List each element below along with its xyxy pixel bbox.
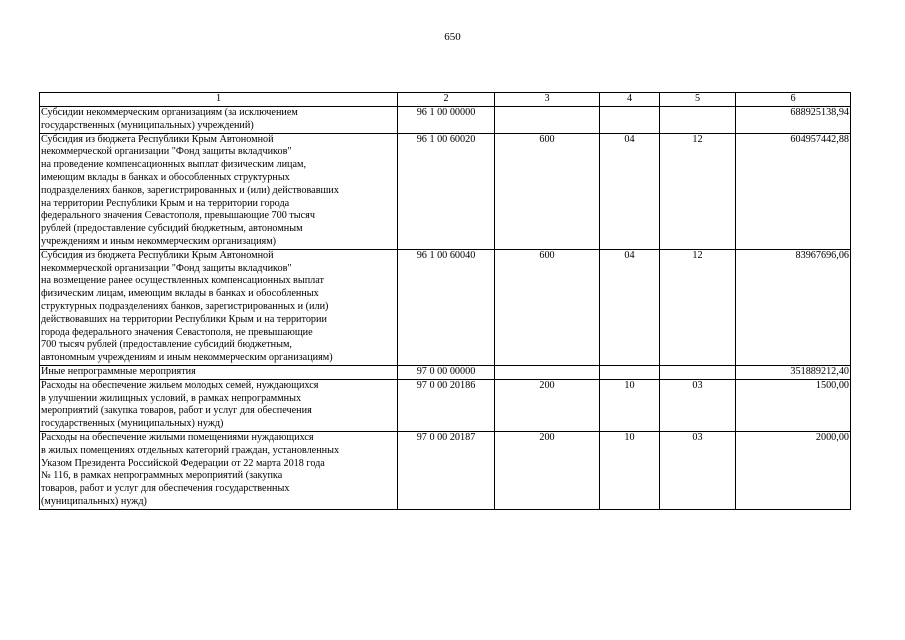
expense-name-line: Субсидия из бюджета Республики Крым Автономной (41, 133, 274, 145)
expense-name-cell (40, 379, 398, 431)
table-body (40, 107, 851, 510)
expense-name-line: в жилых помещениях отдельных категорий граждан, установленных (41, 444, 340, 456)
table-row (40, 431, 851, 509)
expense-name-line: Субсидии некоммерческим организациям (за исключением (41, 107, 298, 118)
expense-type-code (495, 365, 600, 379)
expense-name-cell (40, 249, 398, 365)
expense-name-line: действовавших на территории Республики Крым и на территории (41, 313, 327, 325)
target-article-code: 96 1 00 00000 (398, 107, 495, 134)
expense-type-code: 600 (495, 133, 600, 249)
expense-type-code: 200 (495, 431, 600, 509)
expense-type-code: 200 (495, 379, 600, 431)
expense-name-line: товаров, работ и услуг для обеспечения государственных (41, 483, 290, 495)
expense-name-line: мероприятий (закупка товаров, работ и услуг для обеспечения (41, 405, 312, 417)
expense-name-line: Расходы на обеспечение жилыми помещениями нуждающихся (41, 431, 314, 443)
target-article-code: 97 0 00 00000 (398, 365, 495, 379)
subsection-code (660, 107, 736, 134)
column-header-2: 2 (398, 93, 495, 107)
expense-name-line: 700 тысяч рублей (предоставление субсидий бюджетным, (41, 339, 292, 351)
expense-name-line: Расходы на обеспечение жильем молодых семей, нуждающихся (41, 379, 319, 391)
subsection-code (660, 365, 736, 379)
expense-name-line: Субсидия из бюджета Республики Крым Автономной (41, 249, 274, 261)
expense-name-cell (40, 431, 398, 509)
section-code (600, 365, 660, 379)
expense-name-line: на территории Республики Крым и на территории города (41, 197, 290, 209)
section-code: 10 (600, 431, 660, 509)
amount-cell: 604957442,88 (736, 133, 851, 249)
column-header-5: 5 (660, 93, 736, 107)
page-number: 650 (444, 31, 461, 43)
expense-name-line: государственных (муниципальных) учреждений) (41, 119, 254, 131)
target-article-code: 96 1 00 60040 (398, 249, 495, 365)
amount-cell: 1500,00 (736, 379, 851, 431)
budget-table (39, 92, 851, 510)
amount-cell: 688925138,94 (736, 107, 851, 134)
expense-name-line: физическим лицам, имеющим вклады в банках и обособленных (41, 288, 319, 300)
subsection-code: 03 (660, 379, 736, 431)
target-article-code: 97 0 00 20186 (398, 379, 495, 431)
header-row (40, 93, 851, 107)
target-article-code: 96 1 00 60020 (398, 133, 495, 249)
expense-type-code (495, 107, 600, 134)
table-row (40, 107, 851, 134)
subsection-code: 03 (660, 431, 736, 509)
amount-cell: 83967696,06 (736, 249, 851, 365)
expense-name-line: Указом Президента Российской Федерации от 22 марта 2018 года (41, 457, 325, 469)
column-header-6: 6 (736, 93, 851, 107)
table-row (40, 365, 851, 379)
expense-name-line: учреждениям и иным некоммерческим организациям) (41, 235, 277, 247)
expense-name-line: рублей (предоставление субсидий бюджетным, автономным (41, 223, 303, 235)
expense-name-line: на проведение компенсационных выплат физическим лицам, (41, 159, 307, 171)
section-code: 04 (600, 133, 660, 249)
expense-name-line: имеющим вклады в банках и обособленных структурных (41, 171, 290, 183)
section-code: 04 (600, 249, 660, 365)
table-row (40, 379, 851, 431)
section-code (600, 107, 660, 134)
expense-name-line: некоммерческой организации "Фонд защиты вкладчиков" (41, 146, 292, 158)
expense-name-line: некоммерческой организации "Фонд защиты вкладчиков" (41, 262, 292, 274)
column-header-3: 3 (495, 93, 600, 107)
expense-name-cell (40, 107, 398, 134)
amount-cell: 2000,00 (736, 431, 851, 509)
expense-name-line: № 116, в рамках непрограммных мероприятий (закупка (41, 470, 283, 482)
expense-type-code: 600 (495, 249, 600, 365)
subsection-code: 12 (660, 133, 736, 249)
expense-name-line: на возмещение ранее осуществленных компенсационных выплат (41, 275, 324, 287)
expense-name-line: федерального значения Севастополя, превышающие 700 тысяч (41, 210, 315, 222)
expense-name-line: Иные непрограммные мероприятия (41, 365, 196, 377)
section-code: 10 (600, 379, 660, 431)
expense-name-line: (муниципальных) нужд) (41, 495, 147, 507)
expense-name-line: подразделениях банков, зарегистрированных и (или) действовавших (41, 184, 339, 196)
expense-name-line: государственных (муниципальных) нужд) (41, 418, 224, 430)
column-header-4: 4 (600, 93, 660, 107)
expense-name-cell (40, 365, 398, 379)
amount-cell: 351889212,40 (736, 365, 851, 379)
table-row (40, 249, 851, 365)
expense-name-line: структурных подразделениях банков, зарегистрированных и (или) (41, 300, 329, 312)
column-header-1: 1 (40, 93, 398, 107)
subsection-code: 12 (660, 249, 736, 365)
expense-name-line: города федерального значения Севастополя, не превышающие (41, 326, 313, 338)
target-article-code: 97 0 00 20187 (398, 431, 495, 509)
expense-name-line: автономным учреждениям и иным некоммерческим организациям) (41, 352, 333, 364)
expense-name-cell (40, 133, 398, 249)
table-row (40, 133, 851, 249)
expense-name-line: в улучшении жилищных условий, в рамках непрограммных (41, 392, 302, 404)
